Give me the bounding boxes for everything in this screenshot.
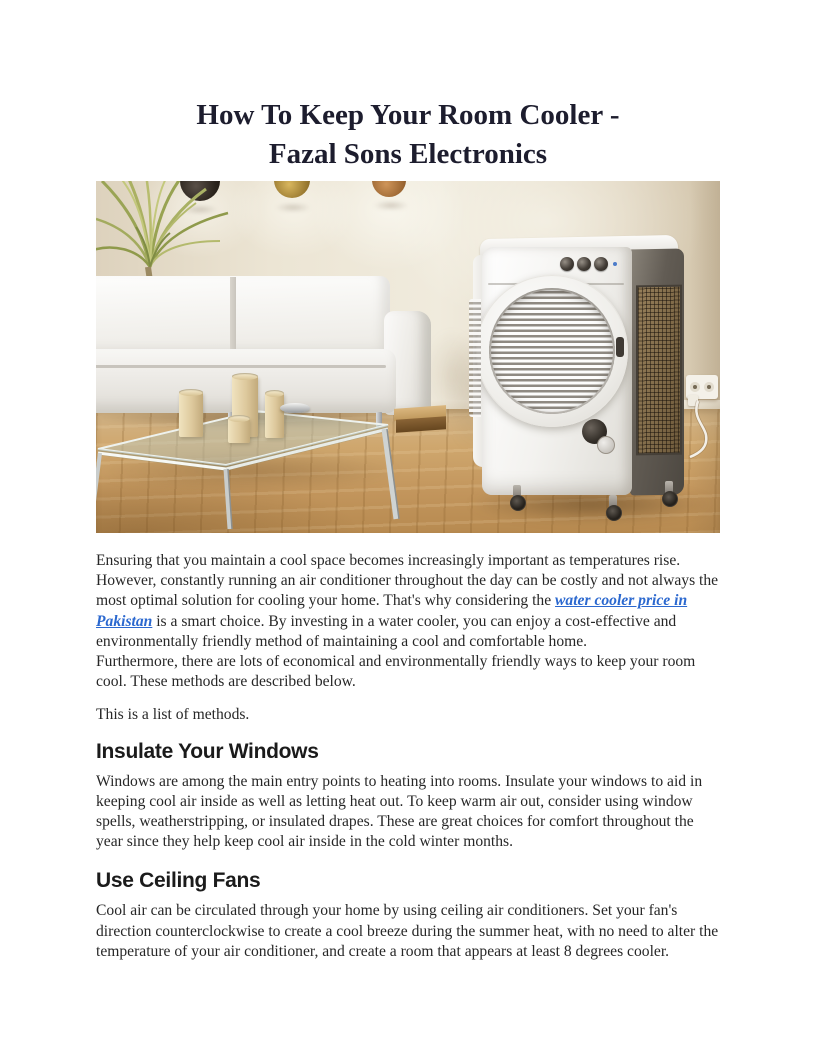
caster-wheel xyxy=(508,485,526,513)
page-title-line1: How To Keep Your Room Cooler - xyxy=(196,99,620,131)
section-heading-insulate-windows: Insulate Your Windows xyxy=(96,739,319,763)
article-body xyxy=(96,551,722,962)
wall-plate-shadow xyxy=(275,203,311,212)
cooler-small-knob xyxy=(597,436,615,454)
section-body-insulate-windows: Windows are among the main entry points to heating into rooms. Insulate your windows to aid in keeping cool air inside as well as letting heat out. To keep warm air out, consider using window spells, weatherstripping, or insulated drapes. These are great choices for comfort throughout the year since they help keep cool air inside in the cold winter months. xyxy=(96,772,703,851)
caster-wheel xyxy=(604,495,622,523)
cooler-louver-fins xyxy=(469,299,481,417)
intro-text-after-link: is a smart choice. By investing in a water cooler, you can enjoy a cost-effective and environmentally friendly method of maintaining a cool and comfortable home. xyxy=(96,612,677,650)
section-heading-ceiling-fans: Use Ceiling Fans xyxy=(96,869,261,893)
wall-plate-gold xyxy=(274,181,310,198)
air-cooler xyxy=(480,237,692,533)
power-cord xyxy=(688,399,720,461)
cooler-power-led xyxy=(613,262,617,266)
cooler-grille-latch xyxy=(616,337,624,357)
sofa-seat-crease xyxy=(96,365,386,368)
section-body-ceiling-fans: Cool air can be circulated through your home by using ceiling air conditioners. Set your fan's direction counterclockwise to create a cool breeze during the summer heat, with no need to alter the temperature of your air conditioner, and create a room that appears at least 8 degrees cooler. xyxy=(96,902,719,960)
candle xyxy=(179,392,203,437)
water-cooler-price-link[interactable]: water cooler price in Pakistan xyxy=(96,592,688,630)
wall-corner-shade xyxy=(690,181,720,533)
list-intro-line: This is a list of methods. xyxy=(96,706,250,724)
furthermore-paragraph: Furthermore, there are lots of economical and environmentally friendly ways to keep your room cool. These methods are described below. xyxy=(96,653,696,691)
cooler-control-knob xyxy=(560,257,574,271)
page-title-line2: Fazal Sons Electronics xyxy=(268,138,548,170)
hero-image xyxy=(96,181,720,533)
cooler-honeycomb-pad xyxy=(636,285,682,456)
cooler-control-knob xyxy=(594,257,608,271)
wall-plate-copper xyxy=(372,181,406,197)
cooler-control-knob xyxy=(577,257,591,271)
cooler-fan-louvers xyxy=(489,288,615,414)
page-title xyxy=(0,96,816,174)
caster-wheel xyxy=(660,481,678,509)
wall-plate-shadow xyxy=(373,201,409,210)
sofa-backrest xyxy=(96,276,390,356)
candle xyxy=(228,418,250,443)
intro-text-before-link: Ensuring that you maintain a cool space becomes increasingly important as temperatures rise. However, constantly running an air conditioner throughout the day can be costly and not always the most optimal solution for cooling your home. That's why considering the xyxy=(96,552,719,610)
intro-paragraph xyxy=(96,551,722,652)
silver-dish xyxy=(280,403,310,413)
candle xyxy=(265,393,284,438)
sofa-cushion-gap xyxy=(230,277,236,355)
